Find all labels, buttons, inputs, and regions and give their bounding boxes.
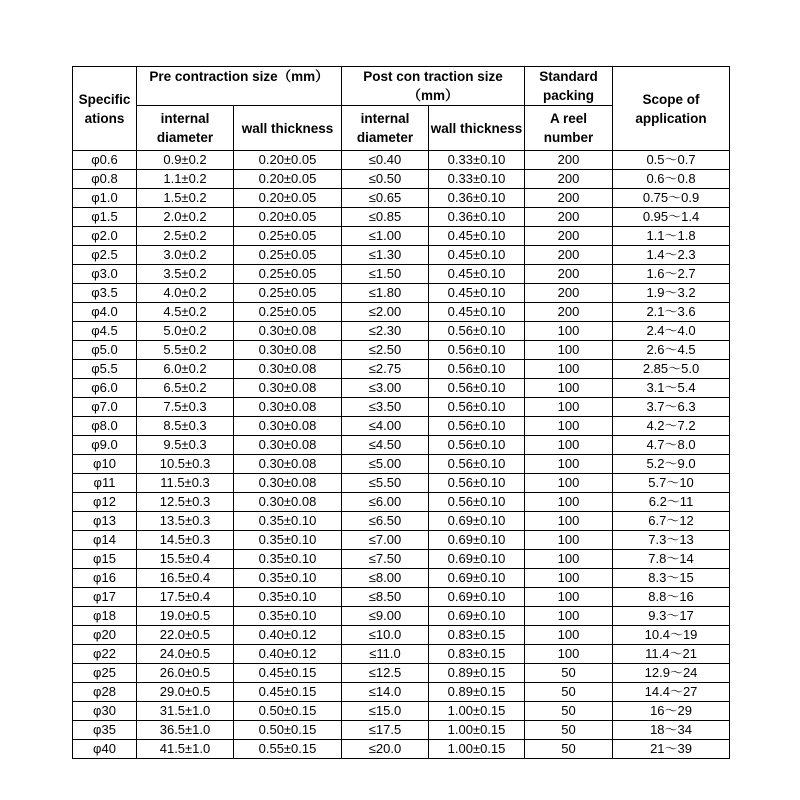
table-row [73,170,730,189]
table-row [73,265,730,284]
table-row [73,683,730,702]
cell-post-internal-diameter: ≤1.80 [342,284,429,303]
cell-reel-number: 100 [525,417,613,436]
cell-pre-internal-diameter: 22.0±0.5 [137,626,234,645]
cell-post-wall-thickness: 0.56±0.10 [429,474,525,493]
cell-scope-of-application: 7.8～14 [613,550,730,569]
cell-specification: φ13 [73,512,137,531]
cell-post-wall-thickness: 0.45±0.10 [429,227,525,246]
cell-specification: φ5.0 [73,341,137,360]
header-pre-wall-thickness: wall thickness [234,106,342,151]
table-row [73,531,730,550]
cell-pre-wall-thickness: 0.35±0.10 [234,569,342,588]
cell-post-internal-diameter: ≤6.50 [342,512,429,531]
cell-specification: φ1.0 [73,189,137,208]
cell-reel-number: 50 [525,702,613,721]
cell-post-internal-diameter: ≤5.00 [342,455,429,474]
cell-pre-internal-diameter: 11.5±0.3 [137,474,234,493]
cell-pre-wall-thickness: 0.30±0.08 [234,436,342,455]
cell-pre-wall-thickness: 0.25±0.05 [234,227,342,246]
cell-reel-number: 100 [525,360,613,379]
cell-scope-of-application: 3.1～5.4 [613,379,730,398]
cell-pre-internal-diameter: 3.5±0.2 [137,265,234,284]
cell-pre-wall-thickness: 0.35±0.10 [234,531,342,550]
cell-pre-internal-diameter: 24.0±0.5 [137,645,234,664]
cell-specification: φ14 [73,531,137,550]
cell-reel-number: 100 [525,531,613,550]
cell-post-internal-diameter: ≤6.00 [342,493,429,512]
cell-scope-of-application: 2.1～3.6 [613,303,730,322]
cell-scope-of-application: 7.3～13 [613,531,730,550]
cell-reel-number: 100 [525,588,613,607]
table-row [73,664,730,683]
cell-post-internal-diameter: ≤0.65 [342,189,429,208]
cell-scope-of-application: 8.3～15 [613,569,730,588]
cell-pre-wall-thickness: 0.25±0.05 [234,246,342,265]
cell-post-wall-thickness: 0.56±0.10 [429,436,525,455]
cell-scope-of-application: 10.4～19 [613,626,730,645]
cell-scope-of-application: 1.9～3.2 [613,284,730,303]
cell-pre-wall-thickness: 0.30±0.08 [234,341,342,360]
cell-reel-number: 100 [525,379,613,398]
cell-post-wall-thickness: 0.45±0.10 [429,246,525,265]
cell-specification: φ4.0 [73,303,137,322]
cell-scope-of-application: 1.1～1.8 [613,227,730,246]
table-row [73,626,730,645]
cell-specification: φ17 [73,588,137,607]
cell-reel-number: 100 [525,322,613,341]
table-row [73,474,730,493]
cell-scope-of-application: 1.4～2.3 [613,246,730,265]
cell-specification: φ6.0 [73,379,137,398]
cell-post-internal-diameter: ≤2.75 [342,360,429,379]
cell-post-wall-thickness: 0.33±0.10 [429,170,525,189]
header-specifications: Specific ations [73,67,137,151]
cell-pre-internal-diameter: 16.5±0.4 [137,569,234,588]
cell-post-wall-thickness: 0.33±0.10 [429,151,525,170]
cell-specification: φ30 [73,702,137,721]
cell-post-wall-thickness: 0.69±0.10 [429,588,525,607]
cell-post-wall-thickness: 0.56±0.10 [429,417,525,436]
cell-scope-of-application: 0.6～0.8 [613,170,730,189]
cell-post-wall-thickness: 0.56±0.10 [429,379,525,398]
cell-pre-internal-diameter: 29.0±0.5 [137,683,234,702]
cell-post-wall-thickness: 0.45±0.10 [429,303,525,322]
cell-specification: φ25 [73,664,137,683]
cell-post-wall-thickness: 1.00±0.15 [429,740,525,759]
cell-scope-of-application: 2.4～4.0 [613,322,730,341]
table-row [73,227,730,246]
cell-pre-internal-diameter: 7.5±0.3 [137,398,234,417]
cell-pre-internal-diameter: 2.0±0.2 [137,208,234,227]
cell-specification: φ2.5 [73,246,137,265]
cell-post-internal-diameter: ≤1.50 [342,265,429,284]
cell-specification: φ0.6 [73,151,137,170]
cell-reel-number: 100 [525,607,613,626]
cell-pre-wall-thickness: 0.55±0.15 [234,740,342,759]
cell-pre-wall-thickness: 0.30±0.08 [234,417,342,436]
cell-post-wall-thickness: 0.56±0.10 [429,493,525,512]
cell-reel-number: 50 [525,683,613,702]
table-row [73,208,730,227]
cell-specification: φ3.5 [73,284,137,303]
cell-reel-number: 100 [525,512,613,531]
cell-post-wall-thickness: 0.83±0.15 [429,645,525,664]
table-row [73,721,730,740]
cell-pre-internal-diameter: 3.0±0.2 [137,246,234,265]
table-row [73,607,730,626]
cell-pre-internal-diameter: 1.1±0.2 [137,170,234,189]
cell-reel-number: 100 [525,474,613,493]
cell-reel-number: 200 [525,227,613,246]
header-reel-number: A reel number [525,106,613,151]
cell-scope-of-application: 5.2～9.0 [613,455,730,474]
cell-post-wall-thickness: 0.83±0.15 [429,626,525,645]
cell-pre-internal-diameter: 41.5±1.0 [137,740,234,759]
cell-pre-wall-thickness: 0.20±0.05 [234,208,342,227]
cell-post-internal-diameter: ≤3.00 [342,379,429,398]
cell-reel-number: 200 [525,208,613,227]
cell-reel-number: 100 [525,436,613,455]
header-standard-packing: Standard packing [525,67,613,106]
header-pre-internal-diameter: internal diameter [137,106,234,151]
cell-pre-wall-thickness: 0.45±0.15 [234,683,342,702]
cell-pre-internal-diameter: 5.5±0.2 [137,341,234,360]
cell-post-internal-diameter: ≤0.85 [342,208,429,227]
cell-scope-of-application: 1.6～2.7 [613,265,730,284]
cell-post-internal-diameter: ≤2.50 [342,341,429,360]
cell-post-wall-thickness: 0.89±0.15 [429,683,525,702]
cell-specification: φ5.5 [73,360,137,379]
cell-pre-wall-thickness: 0.30±0.08 [234,379,342,398]
cell-scope-of-application: 11.4～21 [613,645,730,664]
cell-pre-internal-diameter: 31.5±1.0 [137,702,234,721]
cell-pre-internal-diameter: 2.5±0.2 [137,227,234,246]
cell-scope-of-application: 6.7～12 [613,512,730,531]
cell-pre-internal-diameter: 26.0±0.5 [137,664,234,683]
cell-post-internal-diameter: ≤15.0 [342,702,429,721]
header-scope-of-application: Scope of application [613,67,730,151]
cell-reel-number: 200 [525,303,613,322]
cell-pre-internal-diameter: 14.5±0.3 [137,531,234,550]
cell-pre-wall-thickness: 0.30±0.08 [234,360,342,379]
cell-pre-wall-thickness: 0.20±0.05 [234,189,342,208]
cell-scope-of-application: 4.2～7.2 [613,417,730,436]
cell-post-wall-thickness: 0.36±0.10 [429,208,525,227]
cell-post-wall-thickness: 0.89±0.15 [429,664,525,683]
cell-reel-number: 200 [525,284,613,303]
cell-specification: φ1.5 [73,208,137,227]
cell-post-internal-diameter: ≤7.50 [342,550,429,569]
cell-post-internal-diameter: ≤4.00 [342,417,429,436]
table-row [73,702,730,721]
table-row [73,512,730,531]
cell-specification: φ28 [73,683,137,702]
cell-pre-internal-diameter: 12.5±0.3 [137,493,234,512]
cell-scope-of-application: 2.6～4.5 [613,341,730,360]
cell-scope-of-application: 5.7～10 [613,474,730,493]
specification-table [72,66,730,759]
table-row [73,569,730,588]
cell-post-internal-diameter: ≤8.00 [342,569,429,588]
cell-pre-internal-diameter: 8.5±0.3 [137,417,234,436]
cell-specification: φ15 [73,550,137,569]
cell-pre-wall-thickness: 0.35±0.10 [234,550,342,569]
cell-pre-wall-thickness: 0.30±0.08 [234,322,342,341]
header-pre-contraction-size: Pre contraction size（mm） [137,67,342,106]
cell-post-internal-diameter: ≤0.50 [342,170,429,189]
table-row [73,303,730,322]
cell-reel-number: 50 [525,740,613,759]
cell-specification: φ20 [73,626,137,645]
cell-reel-number: 100 [525,493,613,512]
cell-post-wall-thickness: 0.69±0.10 [429,531,525,550]
cell-pre-internal-diameter: 13.5±0.3 [137,512,234,531]
table-row [73,436,730,455]
cell-pre-wall-thickness: 0.25±0.05 [234,284,342,303]
table-row [73,246,730,265]
cell-specification: φ10 [73,455,137,474]
cell-specification: φ11 [73,474,137,493]
cell-reel-number: 100 [525,626,613,645]
cell-pre-wall-thickness: 0.30±0.08 [234,493,342,512]
cell-reel-number: 100 [525,569,613,588]
cell-post-wall-thickness: 0.69±0.10 [429,512,525,531]
cell-post-internal-diameter: ≤20.0 [342,740,429,759]
table-row [73,645,730,664]
cell-post-wall-thickness: 1.00±0.15 [429,721,525,740]
cell-pre-internal-diameter: 36.5±1.0 [137,721,234,740]
cell-pre-wall-thickness: 0.50±0.15 [234,721,342,740]
cell-scope-of-application: 6.2～11 [613,493,730,512]
cell-scope-of-application: 4.7～8.0 [613,436,730,455]
cell-scope-of-application: 0.75～0.9 [613,189,730,208]
cell-pre-internal-diameter: 4.0±0.2 [137,284,234,303]
cell-pre-wall-thickness: 0.35±0.10 [234,588,342,607]
cell-post-internal-diameter: ≤8.50 [342,588,429,607]
cell-post-internal-diameter: ≤1.30 [342,246,429,265]
cell-pre-internal-diameter: 6.0±0.2 [137,360,234,379]
cell-post-internal-diameter: ≤9.00 [342,607,429,626]
cell-pre-internal-diameter: 19.0±0.5 [137,607,234,626]
cell-pre-internal-diameter: 17.5±0.4 [137,588,234,607]
cell-pre-wall-thickness: 0.25±0.05 [234,303,342,322]
cell-post-internal-diameter: ≤2.30 [342,322,429,341]
cell-reel-number: 200 [525,265,613,284]
cell-pre-internal-diameter: 15.5±0.4 [137,550,234,569]
table-row [73,740,730,759]
cell-pre-wall-thickness: 0.40±0.12 [234,626,342,645]
cell-post-internal-diameter: ≤2.00 [342,303,429,322]
cell-reel-number: 50 [525,721,613,740]
cell-reel-number: 50 [525,664,613,683]
cell-pre-wall-thickness: 0.25±0.05 [234,265,342,284]
cell-post-wall-thickness: 0.56±0.10 [429,322,525,341]
cell-post-wall-thickness: 0.45±0.10 [429,265,525,284]
cell-pre-internal-diameter: 4.5±0.2 [137,303,234,322]
cell-specification: φ12 [73,493,137,512]
cell-specification: φ2.0 [73,227,137,246]
cell-post-wall-thickness: 0.56±0.10 [429,341,525,360]
cell-specification: φ18 [73,607,137,626]
cell-scope-of-application: 12.9～24 [613,664,730,683]
cell-post-internal-diameter: ≤1.00 [342,227,429,246]
table-row [73,360,730,379]
cell-post-wall-thickness: 0.36±0.10 [429,189,525,208]
cell-post-wall-thickness: 0.69±0.10 [429,550,525,569]
cell-pre-wall-thickness: 0.40±0.12 [234,645,342,664]
cell-pre-wall-thickness: 0.35±0.10 [234,512,342,531]
cell-post-internal-diameter: ≤3.50 [342,398,429,417]
cell-post-internal-diameter: ≤4.50 [342,436,429,455]
cell-post-internal-diameter: ≤11.0 [342,645,429,664]
cell-pre-wall-thickness: 0.50±0.15 [234,702,342,721]
cell-post-wall-thickness: 0.69±0.10 [429,607,525,626]
cell-scope-of-application: 0.95～1.4 [613,208,730,227]
table-row [73,284,730,303]
cell-reel-number: 200 [525,151,613,170]
cell-pre-internal-diameter: 0.9±0.2 [137,151,234,170]
cell-reel-number: 200 [525,189,613,208]
cell-pre-internal-diameter: 9.5±0.3 [137,436,234,455]
cell-reel-number: 200 [525,246,613,265]
header-post-wall-thickness: wall thickness [429,106,525,151]
cell-reel-number: 200 [525,170,613,189]
cell-scope-of-application: 21～39 [613,740,730,759]
cell-post-internal-diameter: ≤12.5 [342,664,429,683]
cell-pre-internal-diameter: 6.5±0.2 [137,379,234,398]
cell-specification: φ3.0 [73,265,137,284]
cell-scope-of-application: 2.85～5.0 [613,360,730,379]
cell-pre-wall-thickness: 0.20±0.05 [234,170,342,189]
header-post-contraction-size: Post con traction size（mm） [342,67,525,106]
cell-post-wall-thickness: 0.45±0.10 [429,284,525,303]
cell-reel-number: 100 [525,398,613,417]
cell-pre-wall-thickness: 0.30±0.08 [234,398,342,417]
cell-scope-of-application: 8.8～16 [613,588,730,607]
cell-scope-of-application: 0.5～0.7 [613,151,730,170]
table-row [73,322,730,341]
cell-reel-number: 100 [525,341,613,360]
cell-specification: φ35 [73,721,137,740]
cell-pre-wall-thickness: 0.30±0.08 [234,455,342,474]
cell-pre-wall-thickness: 0.20±0.05 [234,151,342,170]
table-row [73,493,730,512]
cell-specification: φ8.0 [73,417,137,436]
cell-pre-internal-diameter: 5.0±0.2 [137,322,234,341]
cell-post-internal-diameter: ≤14.0 [342,683,429,702]
table-body [73,151,730,759]
cell-specification: φ22 [73,645,137,664]
cell-scope-of-application: 16～29 [613,702,730,721]
cell-pre-wall-thickness: 0.35±0.10 [234,607,342,626]
table-row [73,341,730,360]
cell-post-wall-thickness: 1.00±0.15 [429,702,525,721]
table-row [73,588,730,607]
cell-specification: φ4.5 [73,322,137,341]
cell-post-internal-diameter: ≤0.40 [342,151,429,170]
cell-reel-number: 100 [525,550,613,569]
cell-pre-wall-thickness: 0.45±0.15 [234,664,342,683]
cell-scope-of-application: 9.3～17 [613,607,730,626]
cell-post-internal-diameter: ≤7.00 [342,531,429,550]
cell-post-wall-thickness: 0.56±0.10 [429,398,525,417]
cell-specification: φ16 [73,569,137,588]
table-row [73,455,730,474]
cell-pre-internal-diameter: 10.5±0.3 [137,455,234,474]
table-row [73,379,730,398]
cell-specification: φ7.0 [73,398,137,417]
cell-reel-number: 100 [525,645,613,664]
cell-reel-number: 100 [525,455,613,474]
cell-post-wall-thickness: 0.69±0.10 [429,569,525,588]
cell-pre-wall-thickness: 0.30±0.08 [234,474,342,493]
cell-post-internal-diameter: ≤17.5 [342,721,429,740]
cell-scope-of-application: 14.4～27 [613,683,730,702]
table-row [73,398,730,417]
cell-scope-of-application: 3.7～6.3 [613,398,730,417]
cell-specification: φ0.8 [73,170,137,189]
header-post-internal-diameter: internal diameter [342,106,429,151]
cell-scope-of-application: 18～34 [613,721,730,740]
cell-post-wall-thickness: 0.56±0.10 [429,455,525,474]
table-row [73,151,730,170]
cell-post-internal-diameter: ≤10.0 [342,626,429,645]
table-row [73,417,730,436]
cell-post-wall-thickness: 0.56±0.10 [429,360,525,379]
cell-post-internal-diameter: ≤5.50 [342,474,429,493]
table-row [73,189,730,208]
cell-specification: φ9.0 [73,436,137,455]
cell-specification: φ40 [73,740,137,759]
table-row [73,550,730,569]
cell-pre-internal-diameter: 1.5±0.2 [137,189,234,208]
